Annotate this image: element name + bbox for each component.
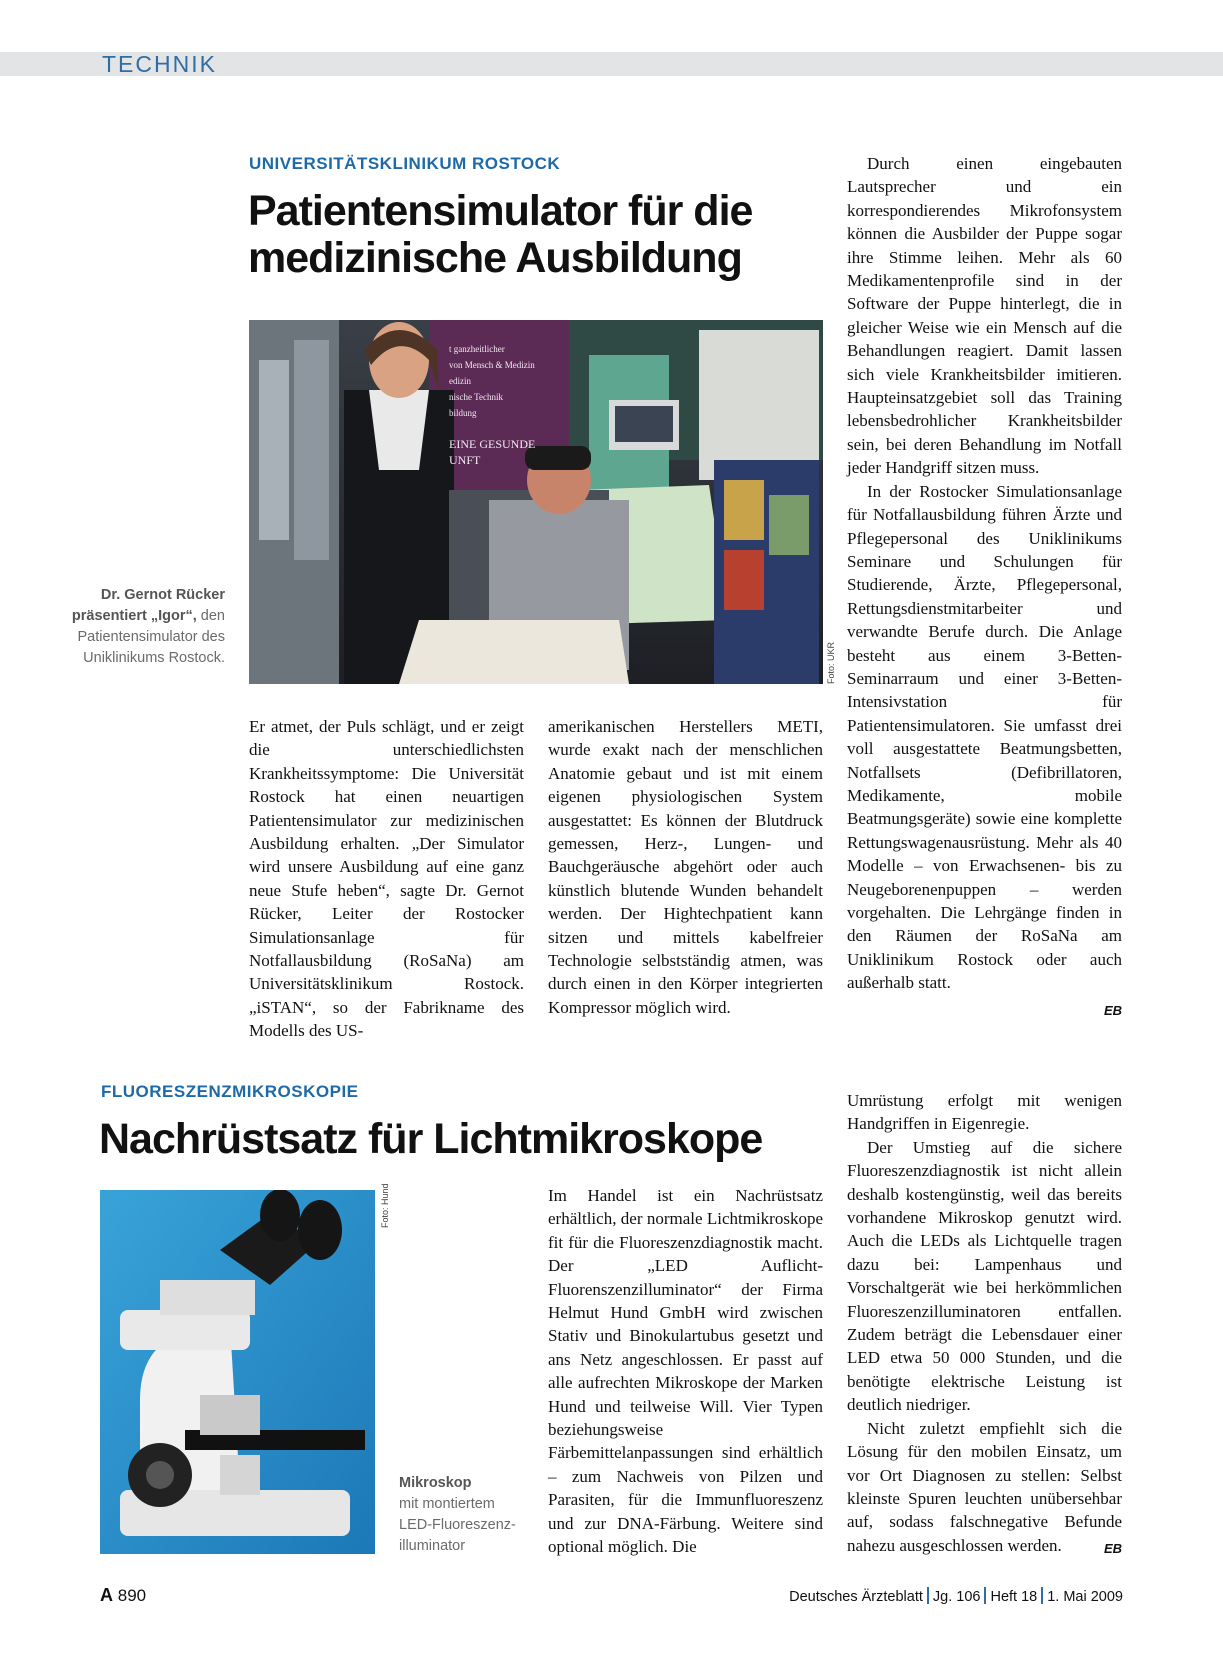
article1-column-3 bbox=[847, 152, 1122, 1022]
footer-citation bbox=[789, 1587, 1123, 1605]
article1-col3-para2: In der Rostocker Simulationsanlage für Notfallausbildung führen Ärzte und Pflegepersonal des Uniklinikums Seminare und Schulungen für Studierende, Ärzte, Pflegepersonal, Rettungsdienstmitarbeiter und verwandte Berufe durch. Die Anlage besteht aus einem 3-Betten-Seminarraum und einer 3-Betten-Intensivstation für Patientensimulatoren. Sie umfasst drei voll ausgestattete Beatmungsbetten, Notfallsets (Defibrillatoren, Medikamente, mobile Beatmungsgeräte) sowie eine komplette Rettungswagenausrüstung. Mehr als 40 Modelle – von Erwachsenen- bis zu Neugeborenenpuppen – werden vorgehalten. Die Lehrgänge finden in den Räumen der RoSaNa am Uniklinikum Rostock oder auch außerhalb statt. bbox=[847, 481, 1122, 993]
microscope-photo bbox=[100, 1190, 375, 1554]
article2-col3-para1: Umrüstung erfolgt mit wenigen Handgriffen in Eigenregie. bbox=[847, 1091, 1122, 1134]
article2-caption-text: mit montiertem LED-Fluoreszenz-illuminator bbox=[399, 1496, 516, 1554]
article1-col2-text: amerikanischen Herstellers METI, wurde exakt nach der menschlichen Anatomie gebaut und ist mit einem eigenen physiologischen System ausgestattet: Es können der Blutdruck gemessen, Herz-, Lungen- und Bauchgeräusche abgehört oder auch künstlich blutende Wunden behandelt werden. Der Hightechpatient kann sitzen und mittels kabelfreier Technologie selbstständig atmen, was durch einen in den Körper integrierten Kompressor möglich wird. bbox=[548, 717, 823, 1017]
section-label: TECHNIK bbox=[102, 51, 217, 77]
page-number-value: 890 bbox=[117, 1586, 147, 1605]
article2-col3-para3: Nicht zuletzt empfiehlt sich die Lösung für den mobilen Einsatz, um vor Ort Diagnosen zu stellen: Selbst kleinste Spuren leuchten unübersehbar auf, sodass falschnegative Befunde nahezu ausgeschlossen werden. bbox=[847, 1418, 1122, 1555]
banner-text-line: nische Technik bbox=[449, 392, 503, 402]
article1-signature: EB bbox=[1103, 1002, 1122, 1018]
article2-col3-para2: Der Umstieg auf die sichere Fluoreszenzdiagnostik ist nicht allein deshalb kostengünstig, weil das bereits vorhandene Mikroskop genutzt wird. Auch die LEDs als Lichtquelle tragen dazu bei: Lampenhaus und Vorschaltgerät wie bei herkömmlichen Fluoreszenzilluminatoren entfallen. Zudem beträgt die Lebensdauer einer LED etwa 50 000 Stunden, und die benötigte elektrische Leistung ist deutlich niedriger. bbox=[847, 1137, 1122, 1415]
article2-col2-text: Im Handel ist ein Nachrüstsatz erhältlich, der normale Lichtmikroskope fit für die Fluoreszenzdiagnostik macht. Der „LED Auflicht-Fluorenszenzilluminator“ der Firma Helmut Hund GmbH wird zwischen Stativ und Binokulartubus gesetzt und ans Netz angeschlossen. Er passt auf alle aufrechten Mikroskope der Marken Hund und teilweise Will. Vier Typen beziehungsweise Färbemittelanpassungen sind erhältlich – zum Nachweis von Pilzen und Parasiten, für die Immunfluoreszenz und zur DNA-Färbung. Weitere sind optional möglich. Die bbox=[548, 1186, 823, 1557]
banner-text-line: t ganzheitlicher bbox=[449, 344, 505, 354]
article1-col1-text: Er atmet, der Puls schlägt, und er zeigt die unterschiedlichsten Krankheitssymptome: Die Universität Rostock hat einen neuartigen Patientensimulator zur medizinischen Ausbildung erhalten. „Der Simulator wird unsere Ausbildung auf eine ganz neue Stufe heben“, sagte Dr. Gernot Rücker, Leiter der Rostocker Simulationsanlage für Notfallausbildung (RoSaNa) am Universitätsklinikum Rostock. „iSTAN“, so der Fabrikname des Modells des US- bbox=[249, 717, 524, 1041]
article1-photo-credit: Foto: UKR bbox=[826, 641, 836, 684]
footer-separator bbox=[1041, 1587, 1043, 1604]
journal-name: Deutsches Ärzteblatt bbox=[789, 1589, 923, 1605]
article1-caption bbox=[60, 585, 225, 669]
article1-col3-para1: Durch einen eingebauten Lautsprecher und ein korrespondierendes Mikrofonsystem können die Ausbilder der Puppe sogar ihre Stimme leihen. Mehr als 60 Medikamentenprofile sind in der Software der Puppe hinterlegt, die in gleicher Weise wie ein Mensch auf die Behandlungen reagiert. Damit lassen sich viele Krankheitsbilder imitieren. Haupteinsatzgebiet soll das Training lebensbedrohlicher Krankheitsbilder sein, bei deren Behandlung im Notfall jeder Handgriff sitzen muss. bbox=[847, 154, 1122, 478]
footer-separator bbox=[984, 1587, 986, 1604]
article1-caption-text: den Patientensimulator des Uniklinikums Rostock. bbox=[77, 608, 225, 666]
article2-photo-credit: Foto: Hund bbox=[380, 1183, 390, 1228]
article1-kicker: UNIVERSITÄTSKLINIKUM ROSTOCK bbox=[249, 154, 561, 173]
article2-photo bbox=[100, 1190, 375, 1554]
journal-volume: Jg. 106 bbox=[932, 1589, 981, 1605]
article2-signature: EB bbox=[1103, 1541, 1122, 1557]
banner-text-line: UNFT bbox=[449, 453, 481, 467]
exhibition-photo bbox=[249, 320, 823, 684]
article2-kicker: FLUORESZENZMIKROSKOPIE bbox=[101, 1082, 359, 1101]
banner-text-line: EINE GESUNDE bbox=[449, 437, 536, 451]
article1-title bbox=[248, 188, 752, 282]
article1-title-line2: medizinische Ausbildung bbox=[248, 234, 742, 282]
page-number bbox=[100, 1585, 146, 1606]
banner-text-line: bildung bbox=[449, 408, 477, 418]
article1-column-1 bbox=[249, 715, 524, 1043]
banner-text-line: edizin bbox=[449, 376, 471, 386]
article1-photo bbox=[249, 320, 823, 684]
banner-text-line: von Mensch & Medizin bbox=[449, 360, 535, 370]
article1-caption-bold: Dr. Gernot Rücker präsentiert „Igor“, bbox=[71, 587, 225, 624]
article2-title: Nachrüstsatz für Lichtmikroskope bbox=[99, 1115, 763, 1163]
journal-issue: Heft 18 bbox=[990, 1589, 1038, 1605]
article1-title-line1: Patientensimulator für die bbox=[248, 187, 753, 235]
article1-column-2 bbox=[548, 715, 823, 1019]
article2-column-3 bbox=[847, 1089, 1122, 1561]
footer-separator bbox=[927, 1587, 929, 1604]
article2-column-2 bbox=[548, 1184, 823, 1559]
page-letter: A bbox=[100, 1585, 113, 1605]
journal-date: 1. Mai 2009 bbox=[1047, 1589, 1123, 1605]
article2-caption bbox=[399, 1473, 529, 1557]
article2-caption-bold: Mikroskop bbox=[399, 1475, 472, 1491]
